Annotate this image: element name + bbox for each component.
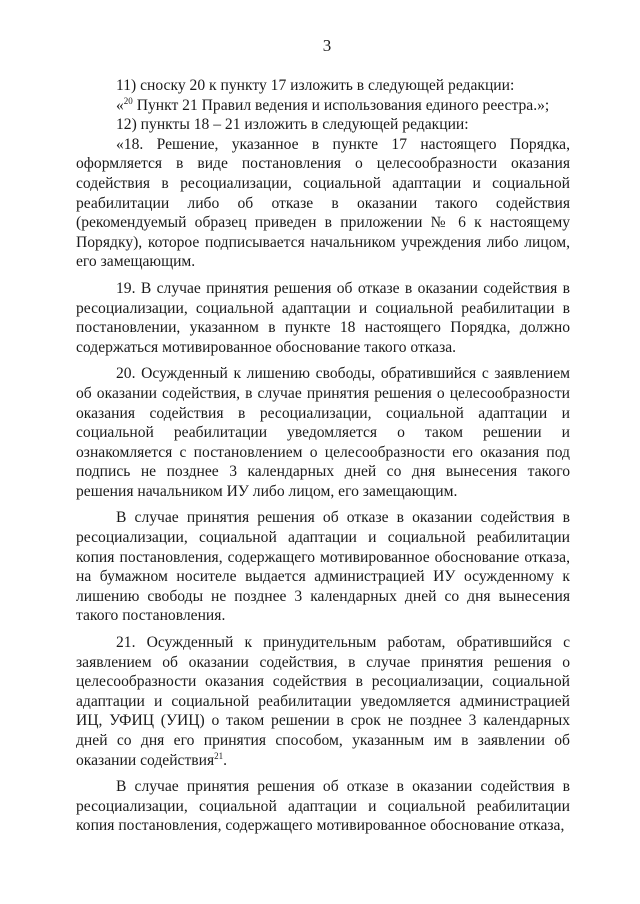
item-21-refusal: В случае принятия решения об отказе в оказании содействия в ресоциализации, социальной адаптации и социальной реабилитации копия постановления, содержащего мотивированное обоснование отказа, xyxy=(76,778,570,835)
item-21-end: . xyxy=(223,751,228,769)
footnote-20-body: Пункт 21 Правил ведения и использования единого реестра.»; xyxy=(132,96,550,114)
page-number: 3 xyxy=(322,36,332,55)
item-21 xyxy=(76,633,570,770)
paragraph-12-items: 12) пункты 18 – 21 изложить в следующей редакции: xyxy=(116,116,469,134)
quote-open: « xyxy=(116,96,124,114)
footnote-ref-20: 20 xyxy=(123,95,133,106)
paragraph-11-footnote-20: 11) сноску 20 к пункту 17 изложить в следующей редакции: xyxy=(116,77,515,94)
item-20: 20. Осужденный к лишению свободы, обратившийся с заявлением об оказании содействия, в случае принятия решения о целесообразности оказания содействия в ресоциализации, социальной адаптации и социальной реабилитации уведомляется о таком решении и ознакомляется с постановлением о целесообразности его оказания под подпись не позднее 3 календарных дней со дня вынесения такого решения начальником ИУ либо лицом, его замещающим. xyxy=(76,365,570,500)
footnote-20-text xyxy=(76,96,570,116)
item-21-body: 21. Осужденный к принудительным работам, обратившийся с заявлением об оказании содействия, в случае принятия решения о целесообразности оказания содействия в ресоциализации, социальной адаптации и социальной реабилитации уведомляется администрацией ИЦ, УФИЦ (УИЦ) о таком решении в срок не позднее 3 календарных дней со дня его принятия способом, указанным им в заявлении об оказании содействия xyxy=(76,634,570,769)
item-19: 19. В случае принятия решения об отказе в оказании содействия в ресоциализации, социальной адаптации и социальной реабилитации в постановлении, указанном в пункте 18 настоящего Порядка, должно содержаться мотивированное обоснование такого отказа. xyxy=(76,279,570,356)
item-18: «18. Решение, указанное в пункте 17 настоящего Порядка, оформляется в виде постановления о целесообразности оказания содействия в ресоциализации, социальной адаптации и социальной реабилитации либо об отказе в оказании такого содействия (рекомендуемый образец приведен в приложении № 6 к настоящему Порядку), которое подписывается начальником учреждения либо лицом, его замещающим. xyxy=(76,135,570,271)
item-20-refusal: В случае принятия решения об отказе в оказании содействия в ресоциализации, социальной адаптации и социальной реабилитации копия постановления, содержащего мотивированное обоснование отказа, на бумажном носителе выдается администрацией ИУ осужденному к лишению свободы не позднее 3 календарных дней со дня вынесения такого постановления. xyxy=(76,509,570,625)
footnote-ref-21: 21 xyxy=(214,750,224,761)
